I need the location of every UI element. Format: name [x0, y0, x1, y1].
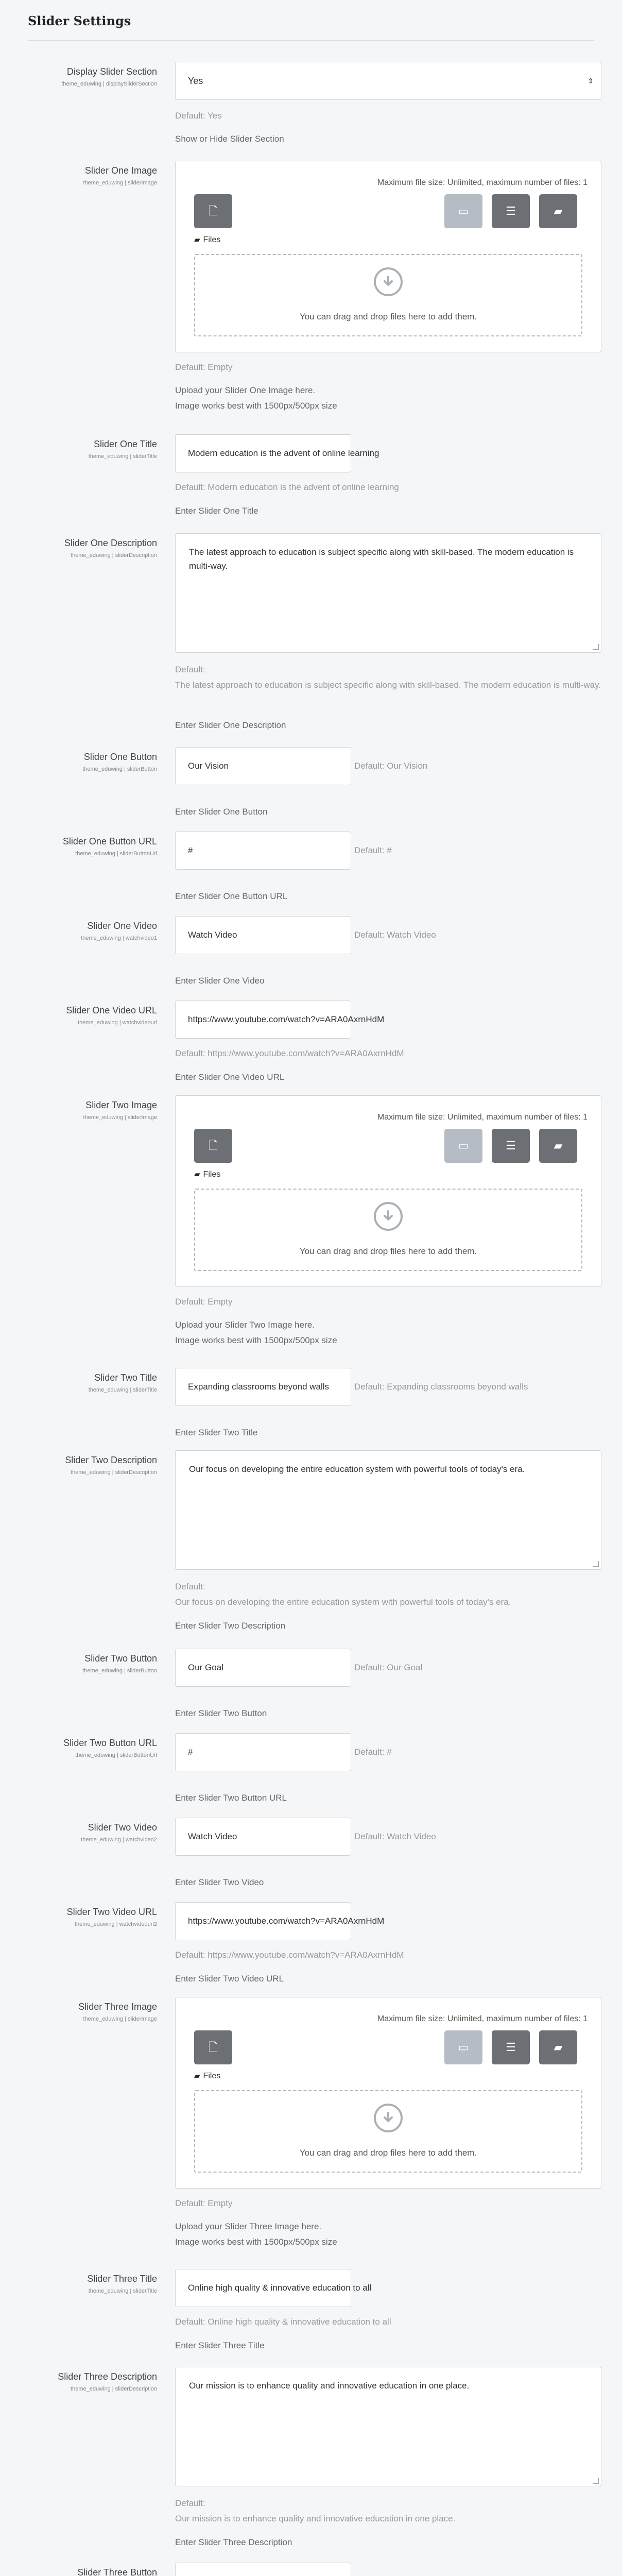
- max-size-text: Maximum file size: Unlimited, maximum number of files: 1: [377, 2014, 588, 2023]
- help-text: Enter Slider Two Video: [175, 1877, 264, 1887]
- help-text: Upload your Slider Two Image here.: [175, 1320, 315, 1330]
- help-text-size: Image works best with 1500px/500px size: [175, 401, 337, 411]
- drop-zone[interactable]: [194, 2090, 582, 2173]
- list-view-button[interactable]: [492, 2030, 530, 2064]
- help-text: Enter Slider One Title: [175, 506, 258, 516]
- display-section-select[interactable]: [175, 62, 601, 100]
- s1-title-input[interactable]: Modern education is the advent of online learning: [175, 434, 351, 472]
- list-icon: ☰: [506, 2041, 516, 2054]
- default-text: Default: Modern education is the advent of online learning: [175, 482, 399, 492]
- add-file-button[interactable]: [194, 194, 232, 228]
- label-key: theme_eduwing | watchvideourl2: [74, 1921, 157, 1927]
- field-label: [0, 1005, 157, 1026]
- label-key: theme_eduwing | sliderButtonUrl: [75, 1752, 157, 1758]
- chevron-updown-icon: ⇕: [588, 77, 594, 85]
- s2-title-input[interactable]: Expanding classrooms beyond walls: [175, 1368, 351, 1406]
- s3-image-filemanager: [175, 1997, 601, 2189]
- default-text: [354, 2563, 434, 2576]
- help-text-size: Image works best with 1500px/500px size: [175, 2237, 337, 2247]
- page-header: [0, 0, 622, 41]
- default-text: Default: https://www.youtube.com/watch?v=ARA0AxrnHdM: [175, 1048, 404, 1058]
- download-icon: [374, 1202, 403, 1231]
- file-icon: 🗋: [209, 1139, 218, 1152]
- download-icon: [374, 2104, 403, 2132]
- default-text: Default: Our Goal: [354, 1663, 423, 1672]
- field-label: [0, 2001, 157, 2023]
- label-key: theme_eduwing | sliderButton: [82, 766, 157, 772]
- field-label: [0, 1372, 157, 1394]
- file-icon: 🗋: [209, 2041, 218, 2054]
- label-text: Slider One Image: [84, 165, 157, 176]
- label-key: theme_eduwing | sliderTitle: [88, 453, 157, 460]
- drop-zone[interactable]: [194, 1189, 582, 1271]
- label-text: Slider Two Video URL: [66, 1907, 157, 1917]
- help-text: Enter Slider One Button URL: [175, 891, 288, 901]
- grid-icon: ▭: [458, 2041, 469, 2054]
- download-icon: [374, 267, 403, 296]
- field-label: [0, 751, 157, 773]
- folder-icon: ▰: [554, 1139, 563, 1152]
- grid-view-button[interactable]: [444, 2030, 482, 2064]
- s3-title-input[interactable]: Online high quality & innovative education to all: [175, 2269, 351, 2307]
- help-text: Enter Slider Two Button: [175, 1708, 267, 1718]
- grid-view-button[interactable]: [444, 194, 482, 228]
- help-text: Enter Slider Two Video URL: [175, 1974, 284, 1984]
- help-text: Upload your Slider One Image here.: [175, 385, 316, 395]
- grid-icon: ▭: [458, 1139, 469, 1152]
- label-key: theme_eduwing | sliderTitle: [88, 1387, 157, 1393]
- label-text: Slider Two Description: [65, 1455, 157, 1465]
- list-view-button[interactable]: [492, 194, 530, 228]
- folder-icon: ▰: [554, 205, 563, 217]
- label-text: Slider Three Description: [58, 2371, 157, 2382]
- default-text: Our focus on developing the entire education system with powerful tools of today's era.: [175, 1597, 511, 1607]
- s2-video-input[interactable]: Watch Video: [175, 1818, 351, 1856]
- label-text: Slider Two Image: [85, 1100, 157, 1110]
- textarea-value: Our mission is to enhance quality and innovative education in one place.: [189, 2381, 470, 2391]
- label-text: Slider Three Title: [87, 2274, 157, 2284]
- files-label: Files: [203, 235, 221, 244]
- s1-image-filemanager: [175, 161, 601, 352]
- default-text: Default: Watch Video: [354, 930, 436, 940]
- list-view-button[interactable]: [492, 1129, 530, 1163]
- field-label: [0, 1737, 157, 1759]
- s1-video-input[interactable]: Watch Video: [175, 916, 351, 954]
- field-label: [0, 2567, 157, 2576]
- s2-image-filemanager: [175, 1095, 601, 1287]
- label-text: Slider Two Title: [94, 1372, 157, 1383]
- file-icon: 🗋: [209, 205, 218, 217]
- s1-button-input[interactable]: Our Vision: [175, 747, 351, 785]
- files-breadcrumb[interactable]: [194, 1170, 220, 1179]
- s3-button-input[interactable]: [175, 2563, 351, 2576]
- s2-button-input[interactable]: Our Goal: [175, 1649, 351, 1687]
- label-text: Display Slider Section: [66, 66, 157, 77]
- label-text: Slider Three Button: [77, 2567, 157, 2576]
- folder-view-button[interactable]: [539, 194, 577, 228]
- label-text: Slider One Title: [93, 439, 157, 449]
- default-text: Default: #: [354, 845, 392, 855]
- help-text: Enter Slider Two Button URL: [175, 1793, 287, 1803]
- folder-view-button[interactable]: [539, 1129, 577, 1163]
- help-text: Enter Slider One Video URL: [175, 1072, 285, 1082]
- textarea-value: Our focus on developing the entire education system with powerful tools of today's era.: [189, 1464, 525, 1474]
- label-key: theme_eduwing | sliderDescription: [71, 552, 157, 558]
- help-text-size: Image works best with 1500px/500px size: [175, 1335, 337, 1345]
- label-key: theme_eduwing | sliderDescription: [71, 2386, 157, 2392]
- field-label: [0, 438, 157, 460]
- label-key: theme_eduwing | sliderTitle: [88, 2288, 157, 2294]
- label-text: Slider One Button: [83, 752, 157, 762]
- field-label: [0, 2273, 157, 2295]
- default-text: Default: Our Vision: [354, 761, 428, 771]
- label-key: theme_eduwing | sliderButtonUrl: [75, 851, 157, 857]
- folder-icon: ▰: [194, 2072, 200, 2080]
- field-label: [0, 1454, 157, 1476]
- select-value: Yes: [188, 76, 203, 86]
- label-text: Slider One Video: [87, 921, 157, 931]
- help-text: Enter Slider One Description: [175, 720, 286, 730]
- label-text: Slider One Video URL: [66, 1005, 157, 1015]
- resize-handle[interactable]: [593, 1561, 599, 1567]
- field-label: [0, 537, 157, 559]
- help-text: Enter Slider Three Title: [175, 2341, 265, 2350]
- label-text: Slider Two Video: [88, 1822, 157, 1833]
- field-label: [0, 1099, 157, 1121]
- label-key: theme_eduwing | displaySliderSection: [61, 81, 157, 87]
- files-breadcrumb[interactable]: [194, 235, 220, 245]
- field-label: [0, 2371, 157, 2393]
- s1-button-url-input[interactable]: #: [175, 832, 351, 870]
- field-label: [0, 836, 157, 857]
- default-label: Default:: [175, 1582, 205, 1591]
- label-key: theme_eduwing | watchvideourl: [78, 1020, 157, 1026]
- default-text: Default: Yes: [175, 111, 222, 121]
- max-size-text: Maximum file size: Unlimited, maximum number of files: 1: [377, 1113, 588, 1122]
- field-label: [0, 920, 157, 942]
- label-text: Slider One Button URL: [62, 836, 157, 846]
- label-key: theme_eduwing | sliderDescription: [71, 1469, 157, 1476]
- help-text: Show or Hide Slider Section: [175, 134, 284, 144]
- default-text: Default: Empty: [175, 2198, 233, 2208]
- drop-zone[interactable]: [194, 254, 582, 336]
- s1-description-textarea[interactable]: [175, 533, 601, 653]
- help-text: Enter Slider Three Description: [175, 2537, 292, 2547]
- files-breadcrumb[interactable]: [194, 2071, 220, 2081]
- textarea-value: The latest approach to education is subject specific along with skill-based. The modern education is multi-way.: [189, 547, 574, 571]
- default-label: Default:: [175, 665, 205, 674]
- add-file-button[interactable]: [194, 1129, 232, 1163]
- label-key: theme_eduwing | sliderImage: [83, 1114, 157, 1121]
- label-key: theme_eduwing | watchvideo2: [81, 1837, 157, 1843]
- s2-button-url-input[interactable]: #: [175, 1733, 351, 1771]
- field-label: [0, 165, 157, 187]
- default-label: Default:: [175, 2498, 205, 2508]
- field-label: [0, 1653, 157, 1674]
- drop-text: You can drag and drop files here to add them.: [299, 312, 477, 321]
- default-text: Our mission is to enhance quality and innovative education in one place.: [175, 2514, 456, 2523]
- drop-text: You can drag and drop files here to add them.: [299, 1246, 477, 1256]
- default-text: Default: Online high quality & innovative education to all: [175, 2317, 391, 2327]
- grid-view-button[interactable]: [444, 1129, 482, 1163]
- default-text: Default: Empty: [175, 362, 233, 372]
- field-label: [0, 1906, 157, 1928]
- help-text: Enter Slider Two Description: [175, 1621, 286, 1631]
- label-text: Slider One Description: [64, 538, 157, 548]
- s1-video-url-input[interactable]: https://www.youtube.com/watch?v=ARA0AxrnHdM: [175, 1001, 351, 1039]
- default-text: Default: #: [354, 1747, 392, 1757]
- folder-view-button[interactable]: [539, 2030, 577, 2064]
- help-text: Enter Slider Two Title: [175, 1428, 258, 1437]
- resize-handle[interactable]: [593, 644, 599, 650]
- help-text: Enter Slider One Button: [175, 807, 268, 817]
- s3-description-textarea[interactable]: [175, 2367, 601, 2486]
- list-icon: ☰: [506, 205, 516, 217]
- help-text: Upload your Slider Three Image here.: [175, 2222, 322, 2231]
- label-key: theme_eduwing | sliderImage: [83, 2016, 157, 2022]
- default-text: Default: Expanding classrooms beyond walls: [354, 1382, 528, 1392]
- list-icon: ☰: [506, 1139, 516, 1152]
- files-label: Files: [203, 2072, 221, 2080]
- default-text: Default: Empty: [175, 1297, 233, 1307]
- folder-icon: ▰: [194, 1170, 200, 1179]
- label-text: Slider Two Button: [84, 1653, 157, 1664]
- help-text: Enter Slider One Video: [175, 976, 265, 986]
- folder-icon: ▰: [554, 2041, 563, 2054]
- header-divider: [28, 40, 594, 41]
- page-title: Slider Settings: [28, 13, 131, 28]
- default-text: Default: Watch Video: [354, 1832, 436, 1841]
- field-label: [0, 66, 157, 88]
- add-file-button[interactable]: [194, 2030, 232, 2064]
- label-key: theme_eduwing | sliderImage: [83, 180, 157, 186]
- s2-video-url-input[interactable]: https://www.youtube.com/watch?v=ARA0AxrnHdM: [175, 1902, 351, 1940]
- label-key: theme_eduwing | sliderButton: [82, 1668, 157, 1674]
- drop-text: You can drag and drop files here to add them.: [299, 2148, 477, 2158]
- files-label: Files: [203, 1170, 221, 1179]
- grid-icon: ▭: [458, 205, 469, 217]
- label-text: Slider Three Image: [78, 2002, 157, 2012]
- resize-handle[interactable]: [593, 2478, 599, 2484]
- label-text: Slider Two Button URL: [63, 1738, 157, 1748]
- default-text: Default: https://www.youtube.com/watch?v=ARA0AxrnHdM: [175, 1950, 404, 1960]
- label-key: theme_eduwing | watchvideo1: [81, 935, 157, 941]
- folder-icon: ▰: [194, 235, 200, 244]
- max-size-text: Maximum file size: Unlimited, maximum number of files: 1: [377, 178, 588, 187]
- s2-description-textarea[interactable]: [175, 1450, 601, 1570]
- default-text: The latest approach to education is subject specific along with skill-based. The modern education is multi-way.: [175, 680, 601, 690]
- field-label: [0, 1822, 157, 1843]
